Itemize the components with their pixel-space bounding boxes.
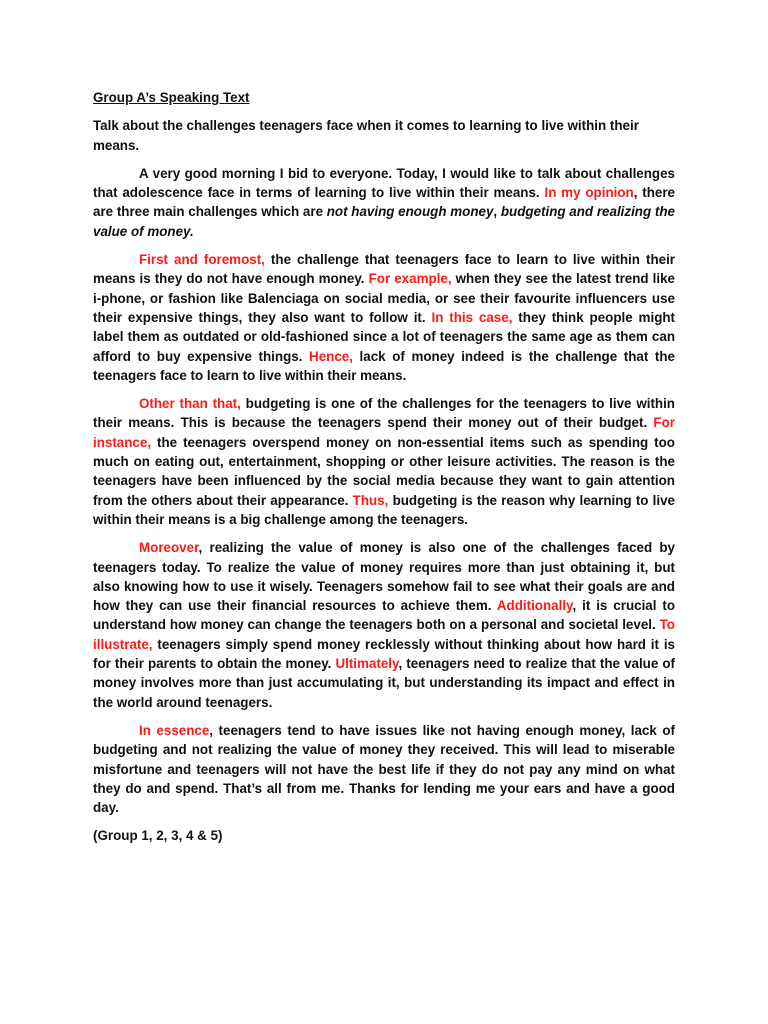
- paragraph-conclusion: [93, 721, 675, 817]
- text-run: budgeting is the reason why learning to live within their means is a big challenge among the teenagers.: [93, 492, 675, 527]
- text-run: ,: [493, 204, 501, 220]
- text-run: teenagers simply spend money recklessly without thinking about how hard it is for their parents to obtain the money.: [93, 636, 675, 672]
- highlighted-transition: For instance,: [93, 415, 675, 450]
- highlighted-transition: Moreover: [139, 540, 199, 556]
- text-run: A very good morning I bid to everyone. Today, I would like to talk about challenges that adolescence face in terms of learning to live within their means.: [93, 165, 675, 201]
- highlighted-transition: In this case,: [431, 309, 513, 325]
- paragraph-value-of-money: [93, 538, 675, 712]
- highlighted-transition: In essence: [139, 722, 210, 738]
- text-run: , there are three main challenges which are: [93, 185, 675, 220]
- group-list: (Group 1, 2, 3, 4 & 5): [93, 828, 223, 844]
- text-run: budgeting is one of the challenges for the teenagers to live within their means. This is because the teenagers spend their money out of their budget.: [93, 396, 675, 431]
- paragraph-money: [93, 250, 675, 385]
- highlighted-transition: Other than that,: [139, 396, 241, 412]
- text-run: the teenagers overspend money on non-essential items such as spending too much on eating out, entertainment, shopping or other leisure activities. The reason is the teenagers have been influenced by the social media because they want to gain attention from the others about their appearance.: [93, 434, 675, 508]
- text-run: when they see the latest trend like i-phone, or fashion like Balenciaga on social media, or see their favourite influencers use their expensive things, they also want to follow it.: [93, 271, 675, 325]
- highlighted-transition: To illustrate,: [93, 617, 675, 652]
- italic-phrase: not having enough money: [326, 204, 494, 220]
- highlighted-transition: Ultimately: [335, 656, 399, 672]
- paragraph-budgeting: [93, 394, 675, 529]
- highlighted-transition: First and foremost,: [139, 252, 265, 268]
- highlighted-transition: Thus,: [352, 492, 389, 508]
- text-run: they think people might label them as outdated or old-fashioned since a lot of teenagers the same age as them can afford to buy expensive things.: [93, 309, 676, 364]
- document-title: Group A’s Speaking Text: [93, 90, 250, 105]
- speaking-prompt: Talk about the challenges teenagers face when it comes to learning to live within their means.: [93, 118, 639, 153]
- text-run: lack of money indeed is the challenge that the teenagers face to learn to live within their means.: [93, 348, 675, 383]
- text-run: the challenge that teenagers face to learn to live within their means is they do not have enough money.: [93, 252, 676, 287]
- highlighted-transition: In my opinion: [544, 185, 634, 201]
- paragraph-intro: [93, 164, 675, 241]
- text-run: , realizing the value of money is also one of the challenges faced by teenagers today. To realize the value of money requires more than just obtaining it, but also knowing how to use it wisely. Teenagers somehow fail to see what their goals are and how they can use their financial resources to achieve them.: [93, 540, 675, 614]
- document-page: [93, 88, 675, 846]
- text-run: , it is crucial to understand how money can change the teenagers both on a personal and societal level.: [93, 598, 675, 633]
- text-run: , teenagers need to realize that the value of money involves more than just accumulating it, but understanding its impact and effect in the world around teenagers.: [93, 656, 676, 710]
- highlighted-transition: Hence,: [309, 348, 353, 364]
- highlighted-transition: Additionally: [496, 598, 573, 614]
- highlighted-transition: For example,: [368, 271, 452, 287]
- text-run: , teenagers tend to have issues like not having enough money, lack of budgeting and not realizing the value of money they received. This will lead to miserable misfortune and teenagers will not have the best life if they do not pay any mind on what they do and spend. That’s all from me. Thanks for lending me your ears and have a good day.: [93, 722, 676, 816]
- italic-phrase: budgeting and realizing the value of money.: [93, 204, 675, 239]
